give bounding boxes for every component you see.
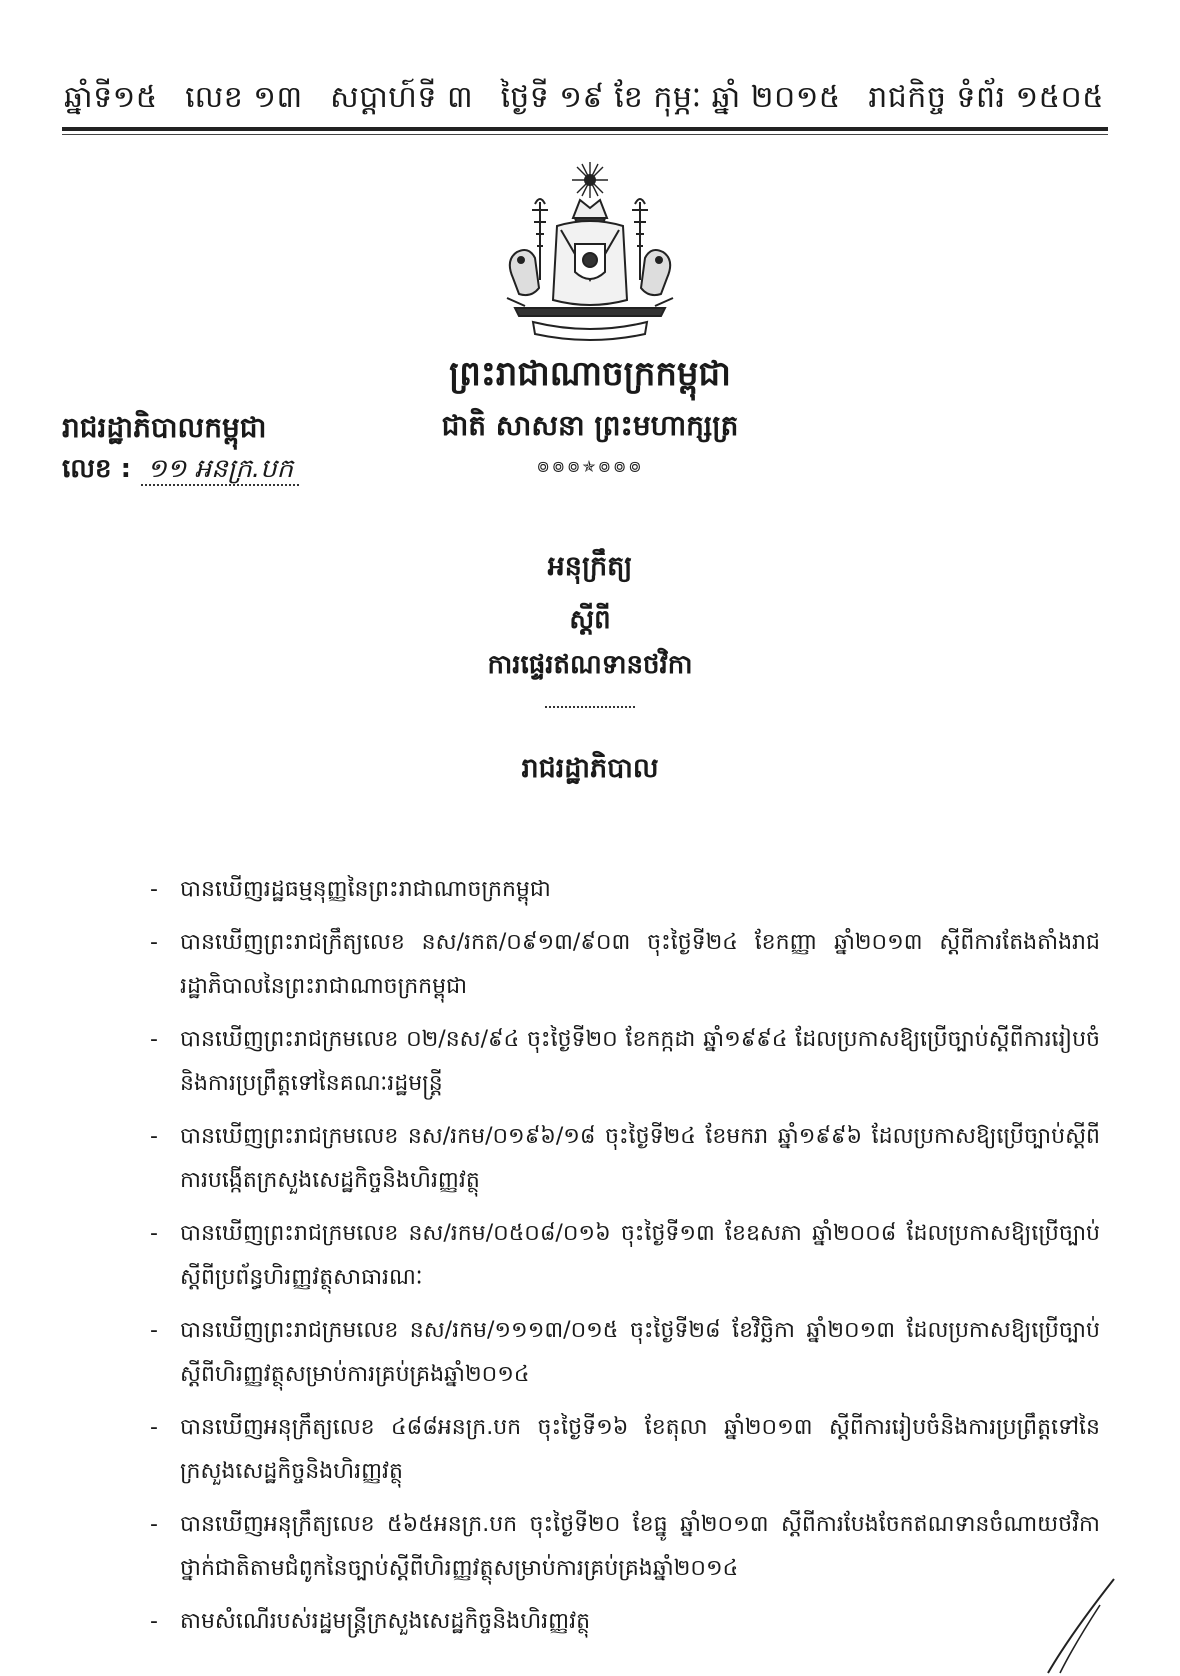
document-type: អនុក្រឹត្យ [547,551,633,582]
clause-text: បានឃើញអនុក្រឹត្យលេខ ៤៨៨អនក្រ.បក ចុះថ្ងៃទី១៦ ខែតុលា ឆ្នាំ២០១៣ ស្តីពីការរៀបចំនិងការប្រព្រឹត្តទៅនៃក្រសួងសេដ្ឋកិច្ចនិងហិរញ្ញវត្ថុ [180,1415,1100,1484]
gazette-page-number: រាជកិច្ច ទំព័រ ១៥០៥ [868,80,1104,115]
government-name: រាជរដ្ឋាភិបាលកម្ពុជា [62,411,267,444]
clause-dash: - [150,930,158,955]
document-number-value: ១១ អនក្រ.បក [141,454,299,486]
clause-dash: - [150,1221,158,1246]
gazette-header [64,78,1104,122]
preamble-clause [150,1503,1100,1591]
motto-ornament: ៙៙៙✯៙៙៙ [536,457,644,476]
clause-text: បានឃើញព្រះរាជក្រមលេខ នស/រកម/១១១៣/០១៥ ចុះថ្ងៃទី២៨ ខែវិច្ឆិកា ឆ្នាំ២០១៣ ដែលប្រកាសឱ្យប្រើច្បាប់ស្តីពីហិរញ្ញវត្ថុសម្រាប់ការគ្រប់គ្រងឆ្នាំ២០១៤ [180,1318,1100,1387]
preamble-clause [150,1018,1100,1106]
gazette-issue: លេខ ១៣ [185,80,303,115]
preamble-clause [150,1406,1100,1494]
clause-text: បានឃើញព្រះរាជក្រមលេខ ០២/នស/៩៤ ចុះថ្ងៃទី២០ ខែកក្កដា ឆ្នាំ១៩៩៤ ដែលប្រកាសឱ្យប្រើច្បាប់ស្តីពីការរៀបចំនិងការប្រព្រឹត្តទៅនៃគណៈរដ្ឋមន្ត្រី [180,1027,1100,1096]
clause-dash: - [150,1318,158,1343]
clause-text: បានឃើញព្រះរាជក្រមលេខ នស/រកម/០៥០៨/០១៦ ចុះថ្ងៃទី១៣ ខែឧសភា ឆ្នាំ២០០៨ ដែលប្រកាសឱ្យប្រើច្បាប់ស្តីពីប្រព័ន្ធហិរញ្ញវត្ថុសាធារណៈ [180,1221,1100,1290]
clause-text: បានឃើញរដ្ឋធម្មនុញ្ញនៃព្រះរាជាណាចក្រកម្ពុជា [180,877,551,902]
clause-dash: - [150,1512,158,1537]
royal-coat-of-arms-icon [495,160,685,345]
document-number-label: លេខ : [62,454,131,484]
kingdom-motto: ជាតិ សាសនា ព្រះមហាក្សត្រ [441,409,739,442]
gazette-year: ឆ្នាំទី១៥ [64,80,158,115]
preamble-clauses [150,868,1100,1653]
preamble-clause [150,921,1100,1009]
clause-dash: - [150,1415,158,1440]
clause-dash: - [150,877,158,902]
preamble-clause [150,868,1100,912]
clause-dash: - [150,1124,158,1149]
preamble-clause [150,1600,1100,1644]
clause-text: បានឃើញព្រះរាជក្រមលេខ នស/រកម/០១៩៦/១៨ ចុះថ្ងៃទី២៤ ខែមករា ឆ្នាំ១៩៩៦ ដែលប្រកាសឱ្យប្រើច្បាប់ស្តីពីការបង្កើតក្រសួងសេដ្ឋកិច្ចនិងហិរញ្ញវត្ថុ [180,1124,1100,1193]
title-divider [545,706,635,710]
kingdom-title: ព្រះរាជាណាចក្រកម្ពុជា [449,354,731,394]
clause-dash: - [150,1609,158,1634]
document-about: ស្តីពី [569,605,611,635]
header-rule-thin [62,134,1108,135]
clause-text: តាមសំណើរបស់រដ្ឋមន្ត្រីក្រសួងសេដ្ឋកិច្ចនិងហិរញ្ញវត្ថុ [180,1609,591,1634]
document-subject: ការផ្ទេរឥណទានថវិកា [487,650,693,680]
clause-dash: - [150,1027,158,1052]
preamble-clause [150,1309,1100,1397]
clause-text: បានឃើញព្រះរាជក្រឹត្យលេខ នស/រកត/០៩១៣/៩០៣ ចុះថ្ងៃទី២៤ ខែកញ្ញា ឆ្នាំ២០១៣ ស្តីពីការតែងតាំងរាជរដ្ឋាភិបាលនៃព្រះរាជាណាចក្រកម្ពុជា [180,930,1100,999]
document-number [62,452,299,490]
gazette-date: ថ្ងៃទី ១៩ ខែ កុម្ភៈ ឆ្នាំ ២០១៥ [500,80,841,115]
header-rule-thick [62,127,1108,131]
gazette-week: សប្តាហ៍ទី ៣ [330,80,474,115]
clause-text: បានឃើញអនុក្រឹត្យលេខ ៥៦៥អនក្រ.បក ចុះថ្ងៃទី២០ ខែធ្នូ ឆ្នាំ២០១៣ ស្តីពីការបែងចែកឥណទានចំណាយថវិកាថ្នាក់ជាតិតាមជំពូកនៃច្បាប់ស្តីពីហិរញ្ញវត្ថុសម្រាប់ការគ្រប់គ្រងឆ្នាំ២០១៤ [180,1512,1101,1581]
preamble-clause [150,1212,1100,1300]
document-issuer: រាជរដ្ឋាភិបាល [521,753,659,784]
handwritten-signature-stroke-icon [1040,1575,1120,1675]
preamble-clause [150,1115,1100,1203]
